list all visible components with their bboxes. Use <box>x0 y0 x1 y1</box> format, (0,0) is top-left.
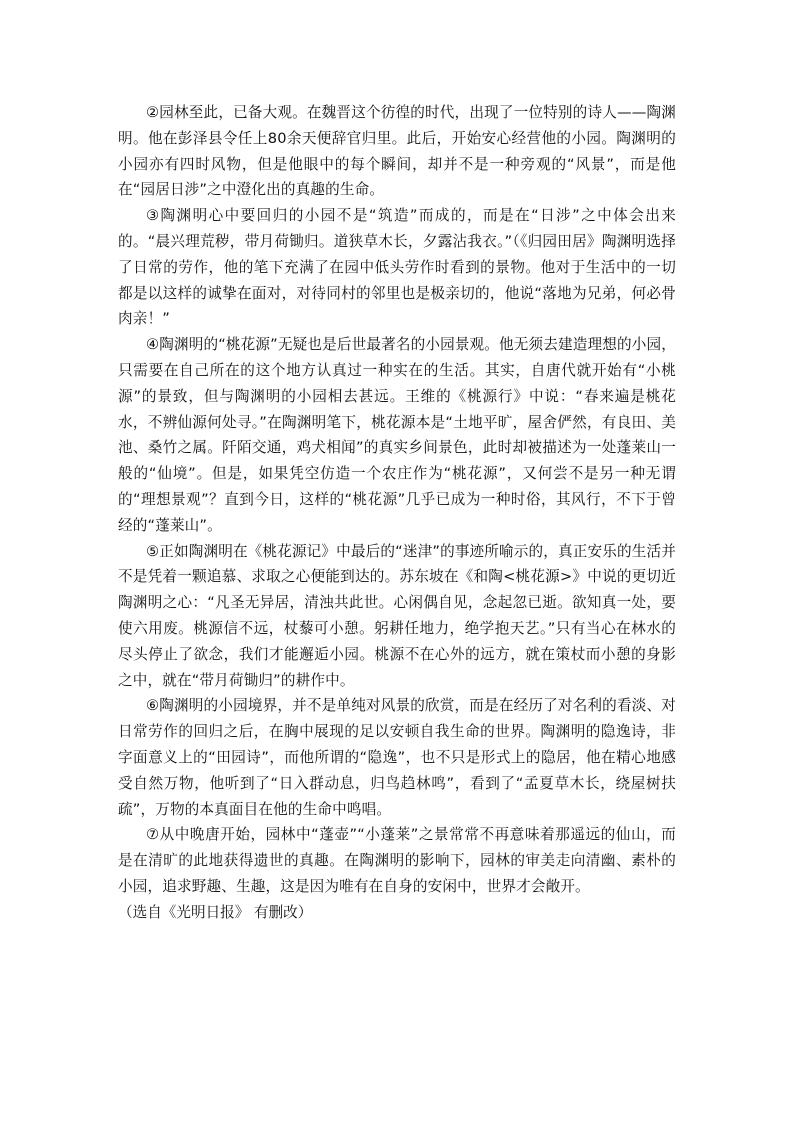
paragraph-6: ⑥陶渊明的小园境界，并不是单纯对风景的欣赏，而是在经历了对名利的看淡、对日常劳作的回归之后，在胸中展现的足以安顿自我生命的世界。陶渊明的隐逸诗，非字面意义上的“田园诗”，而他所谓的“隐逸”，也不只是形式上的隐居，他在精心地感受自然万物，他听到了“日入群动息，归鸟趋林鸣”，看到了“孟夏草木长，绕屋树扶疏”，万物的本真面目在他的生命中鸣唱。 <box>118 697 676 818</box>
paragraph-2: ②园林至此，已备大观。在魏晋这个彷徨的时代，出现了一位特别的诗人——陶渊明。他在彭泽县令任上80余天便辞官归里。此后，开始安心经营他的小园。陶渊明的小园亦有四时风物，但是他眼中的每个瞬间，却并不是一种旁观的“风景”，而是他在“园居日涉”之中澄化出的真趣的生命。 <box>118 104 676 199</box>
paragraph-3: ③陶渊明心中要回归的小园不是“筑造”而成的，而是在“日涉”之中体会出来的。“晨兴理荒秽，带月荷锄归。道狭草木长，夕露沾我衣。”（《归园田居》陶渊明选择了日常的劳作，他的笔下充满了在园中低头劳作时看到的景物。他对于生活中的一切都是以这样的诚挚在面对，对待同村的邻里也是极亲切的，他说“落地为兄弟，何必骨肉亲！” <box>118 207 676 328</box>
paragraph-4: ④陶渊明的“桃花源”无疑也是后世最著名的小园景观。他无须去建造理想的小园，只需要在自己所在的这个地方认真过一种实在的生活。其实，自唐代就开始有“小桃源”的景致，但与陶渊明的小园相去甚远。王维的《桃源行》中说：“春来遍是桃花水，不辨仙源何处寻。”在陶渊明笔下，桃花源本是“土地平旷，屋舍俨然，有良田、美池、桑竹之属。阡陌交通，鸡犬相闻”的真实乡间景色，此时却被描述为一处蓬莱山一般的“仙境”。但是，如果凭空仿造一个农庄作为“桃花源”，又何尝不是另一种无谓的“理想景观”？直到今日，这样的“桃花源”几乎已成为一种时俗，其风行，不下于曾经的“蓬莱山”。 <box>118 336 676 534</box>
article-body <box>118 100 676 926</box>
paragraph-5: ⑤正如陶渊明在《桃花源记》中最后的“迷津”的事迹所喻示的，真正安乐的生活并不是凭着一颗追慕、求取之心便能到达的。苏东坡在《和陶<桃花源>》中说的更切近陶渊明之心：“凡圣无异居，清浊共此世。心闲偶自见，念起忽已逝。欲知真一处，要使六用废。桃源信不远，杖藜可小憩。躬耕任地力，绝学抱天艺。”只有当心在林水的尽头停止了欲念，我们才能邂逅小园。桃源不在心外的远方，就在策杖而小憩的身影之中，就在“带月荷锄归”的耕作中。 <box>118 542 676 689</box>
paragraph-7: ⑦从中晚唐开始，园林中“蓬壶”“小蓬莱”之景常常不再意味着那遥远的仙山，而是在清旷的此地获得遗世的真趣。在陶渊明的影响下，园林的审美走向清幽、素朴的小园，追求野趣、生趣，这是因为唯有在自身的安闲中，世界才会敞开。 <box>118 826 676 895</box>
source-note: （选自《光明日报》 有删改） <box>118 903 313 921</box>
